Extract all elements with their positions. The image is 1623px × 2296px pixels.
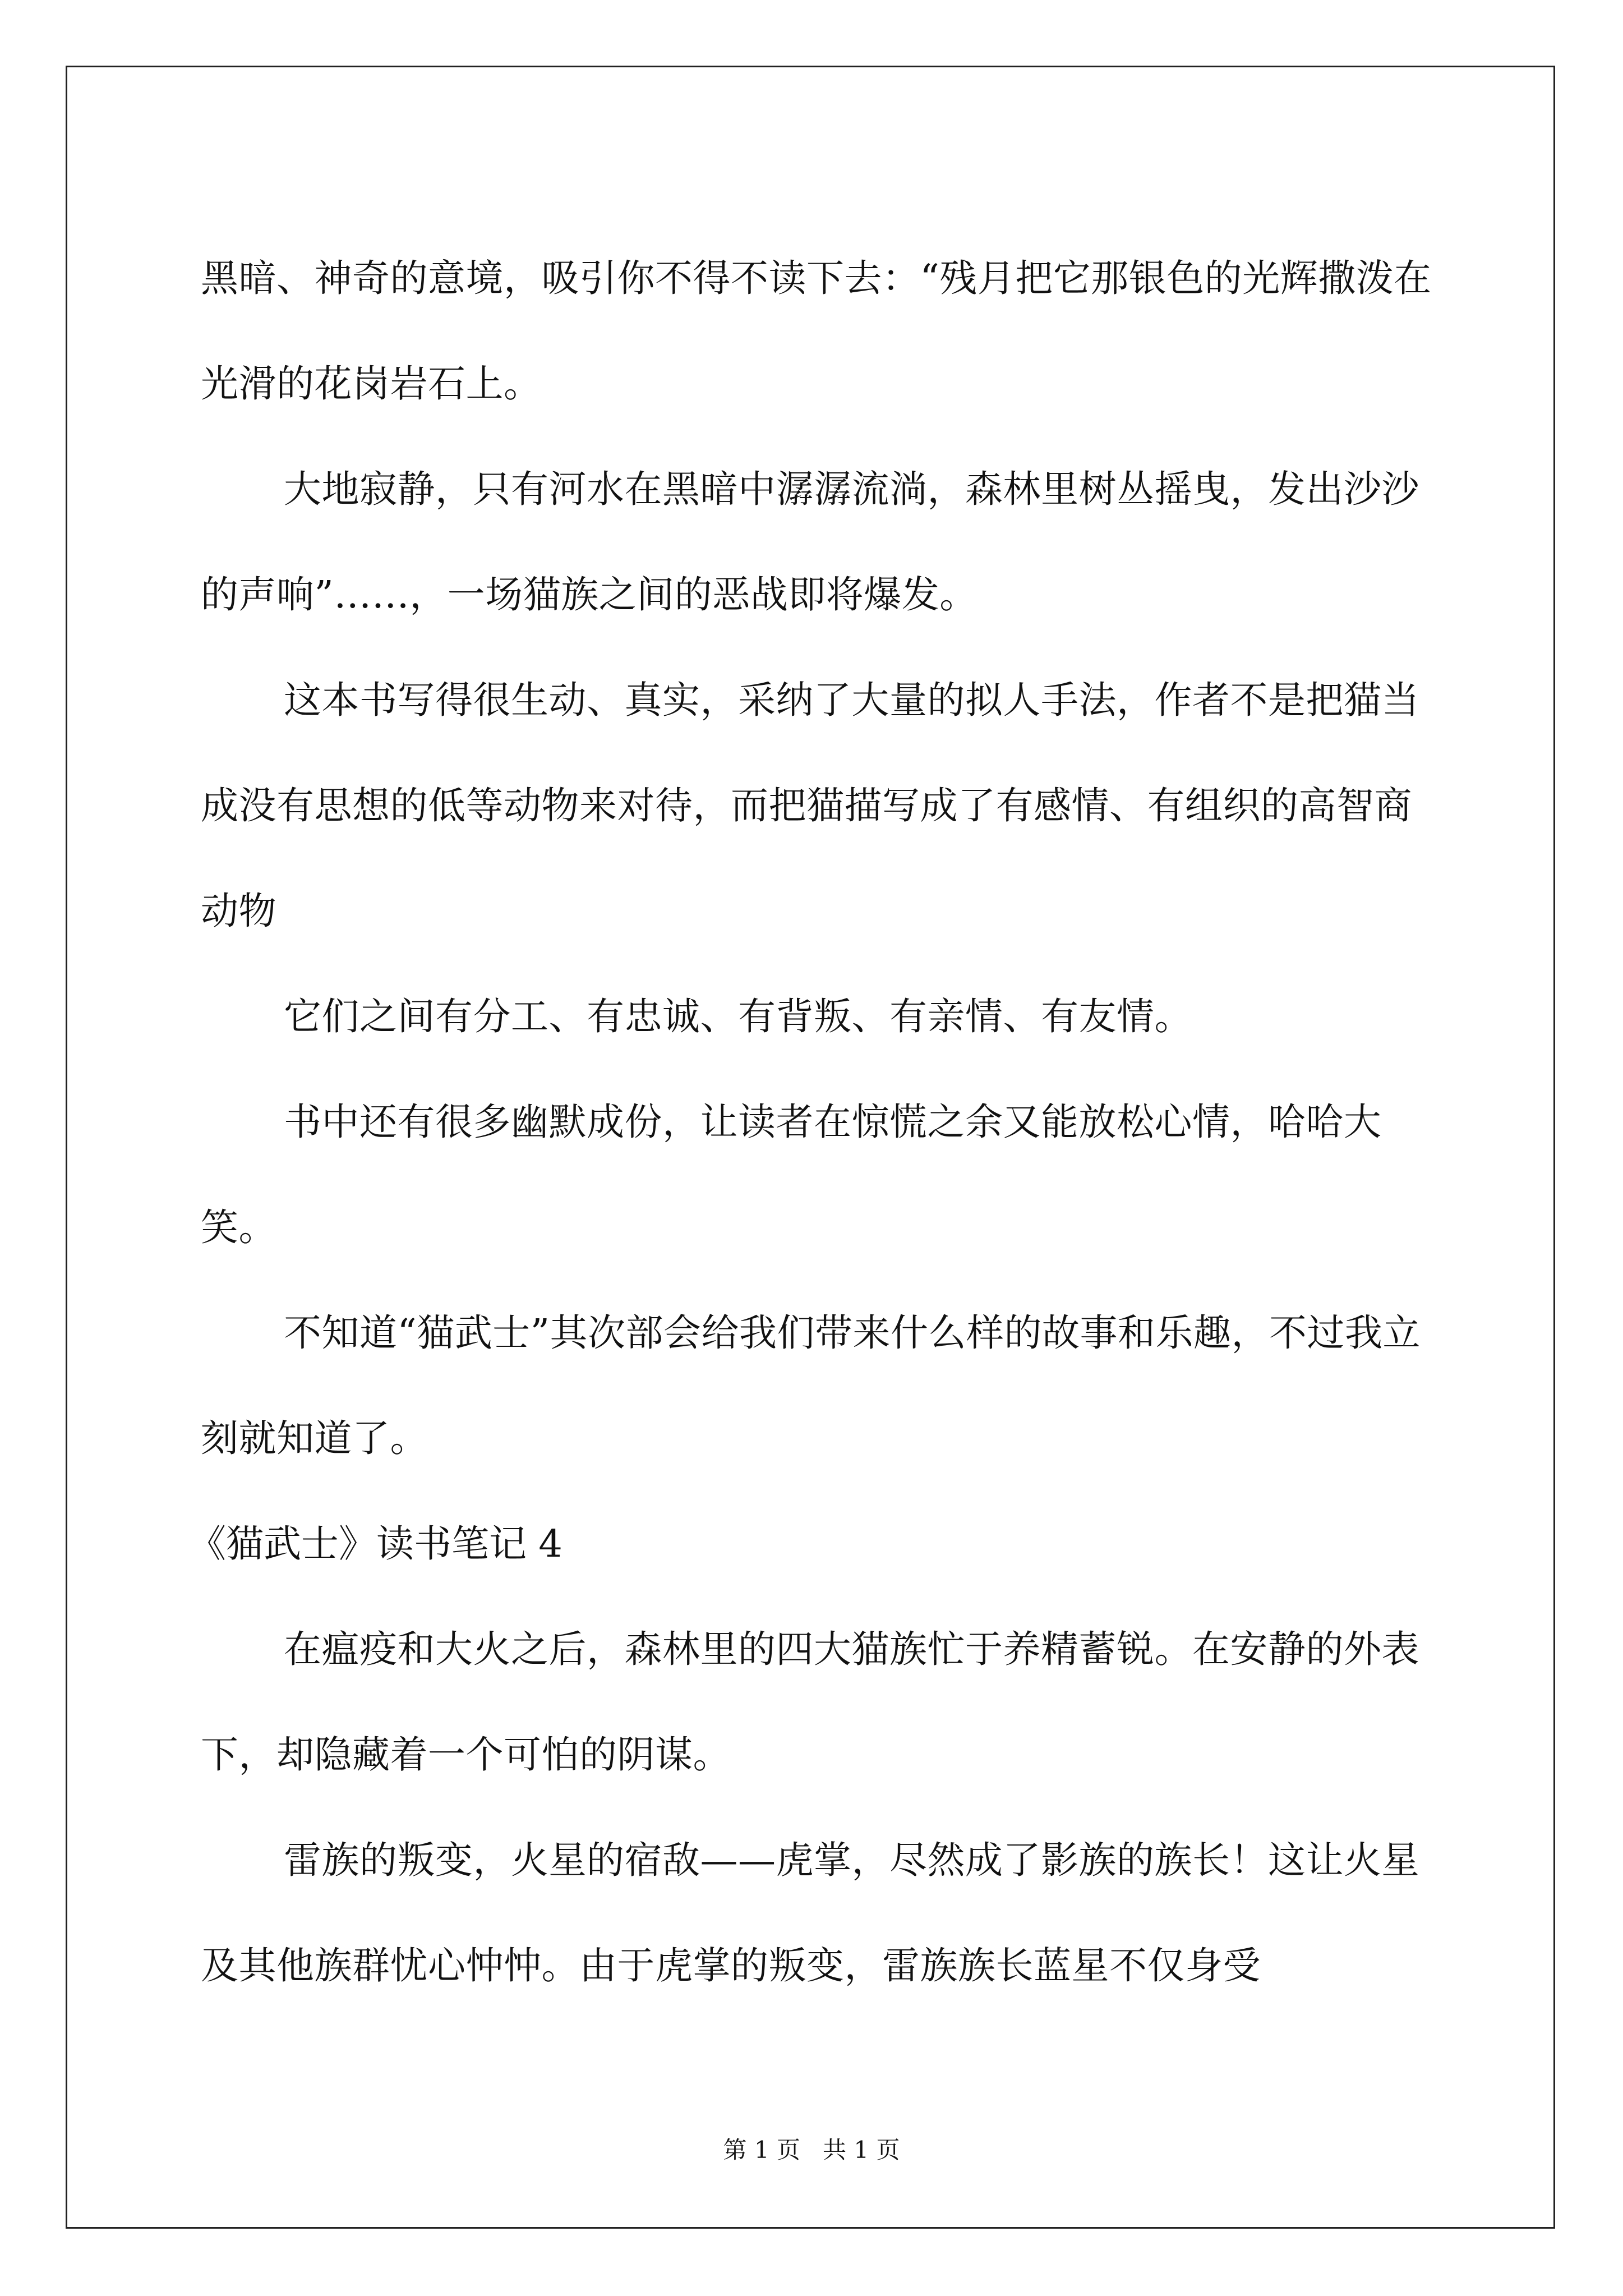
paragraph-4: 它们之间有分工、有忠诚、有背叛、有亲情、有友情。 — [284, 995, 1192, 1038]
paragraph-6: 不知道“猫武士”其次部会给我们带来什么样的故事和乐趣，不过我立刻就知道了。 — [201, 1311, 1421, 1460]
document-body — [188, 226, 1435, 2018]
section-heading: 《猫武士》读书笔记 4 — [188, 1522, 562, 1566]
page-total: 共 1 页 — [823, 2136, 900, 2164]
paragraph-5: 书中还有很多幽默成份，让读者在惊慌之余又能放松心情，哈哈大笑。 — [201, 1100, 1382, 1249]
page-footer — [0, 2132, 1623, 2165]
paragraph-3: 这本书写得很生动、真实，采纳了大量的拟人手法，作者不是把猫当成没有思想的低等动物来对待，而把猫描写成了有感情、有组织的高智商动物 — [201, 678, 1419, 933]
paragraph-1: 黑暗、神奇的意境，吸引你不得不读下去：“残月把它那银色的光辉撒泼在光滑的花岗岩石上。 — [201, 256, 1432, 406]
paragraph-2: 大地寂静，只有河水在黑暗中潺潺流淌，森林里树丛摇曳，发出沙沙的声响”……，一场猫族之间的恶战即将爆发。 — [201, 467, 1419, 616]
paragraph-7: 在瘟疫和大火之后，森林里的四大猫族忙于养精蓄锐。在安静的外表下，却隐藏着一个可怕的阴谋。 — [201, 1627, 1419, 1777]
paragraph-8: 雷族的叛变，火星的宿敌——虎掌，尽然成了影族的族长！这让火星及其他族群忧心忡忡。由于虎掌的叛变，雷族族长蓝星不仅身受 — [201, 1838, 1419, 1987]
page-number: 第 1 页 — [723, 2136, 800, 2164]
